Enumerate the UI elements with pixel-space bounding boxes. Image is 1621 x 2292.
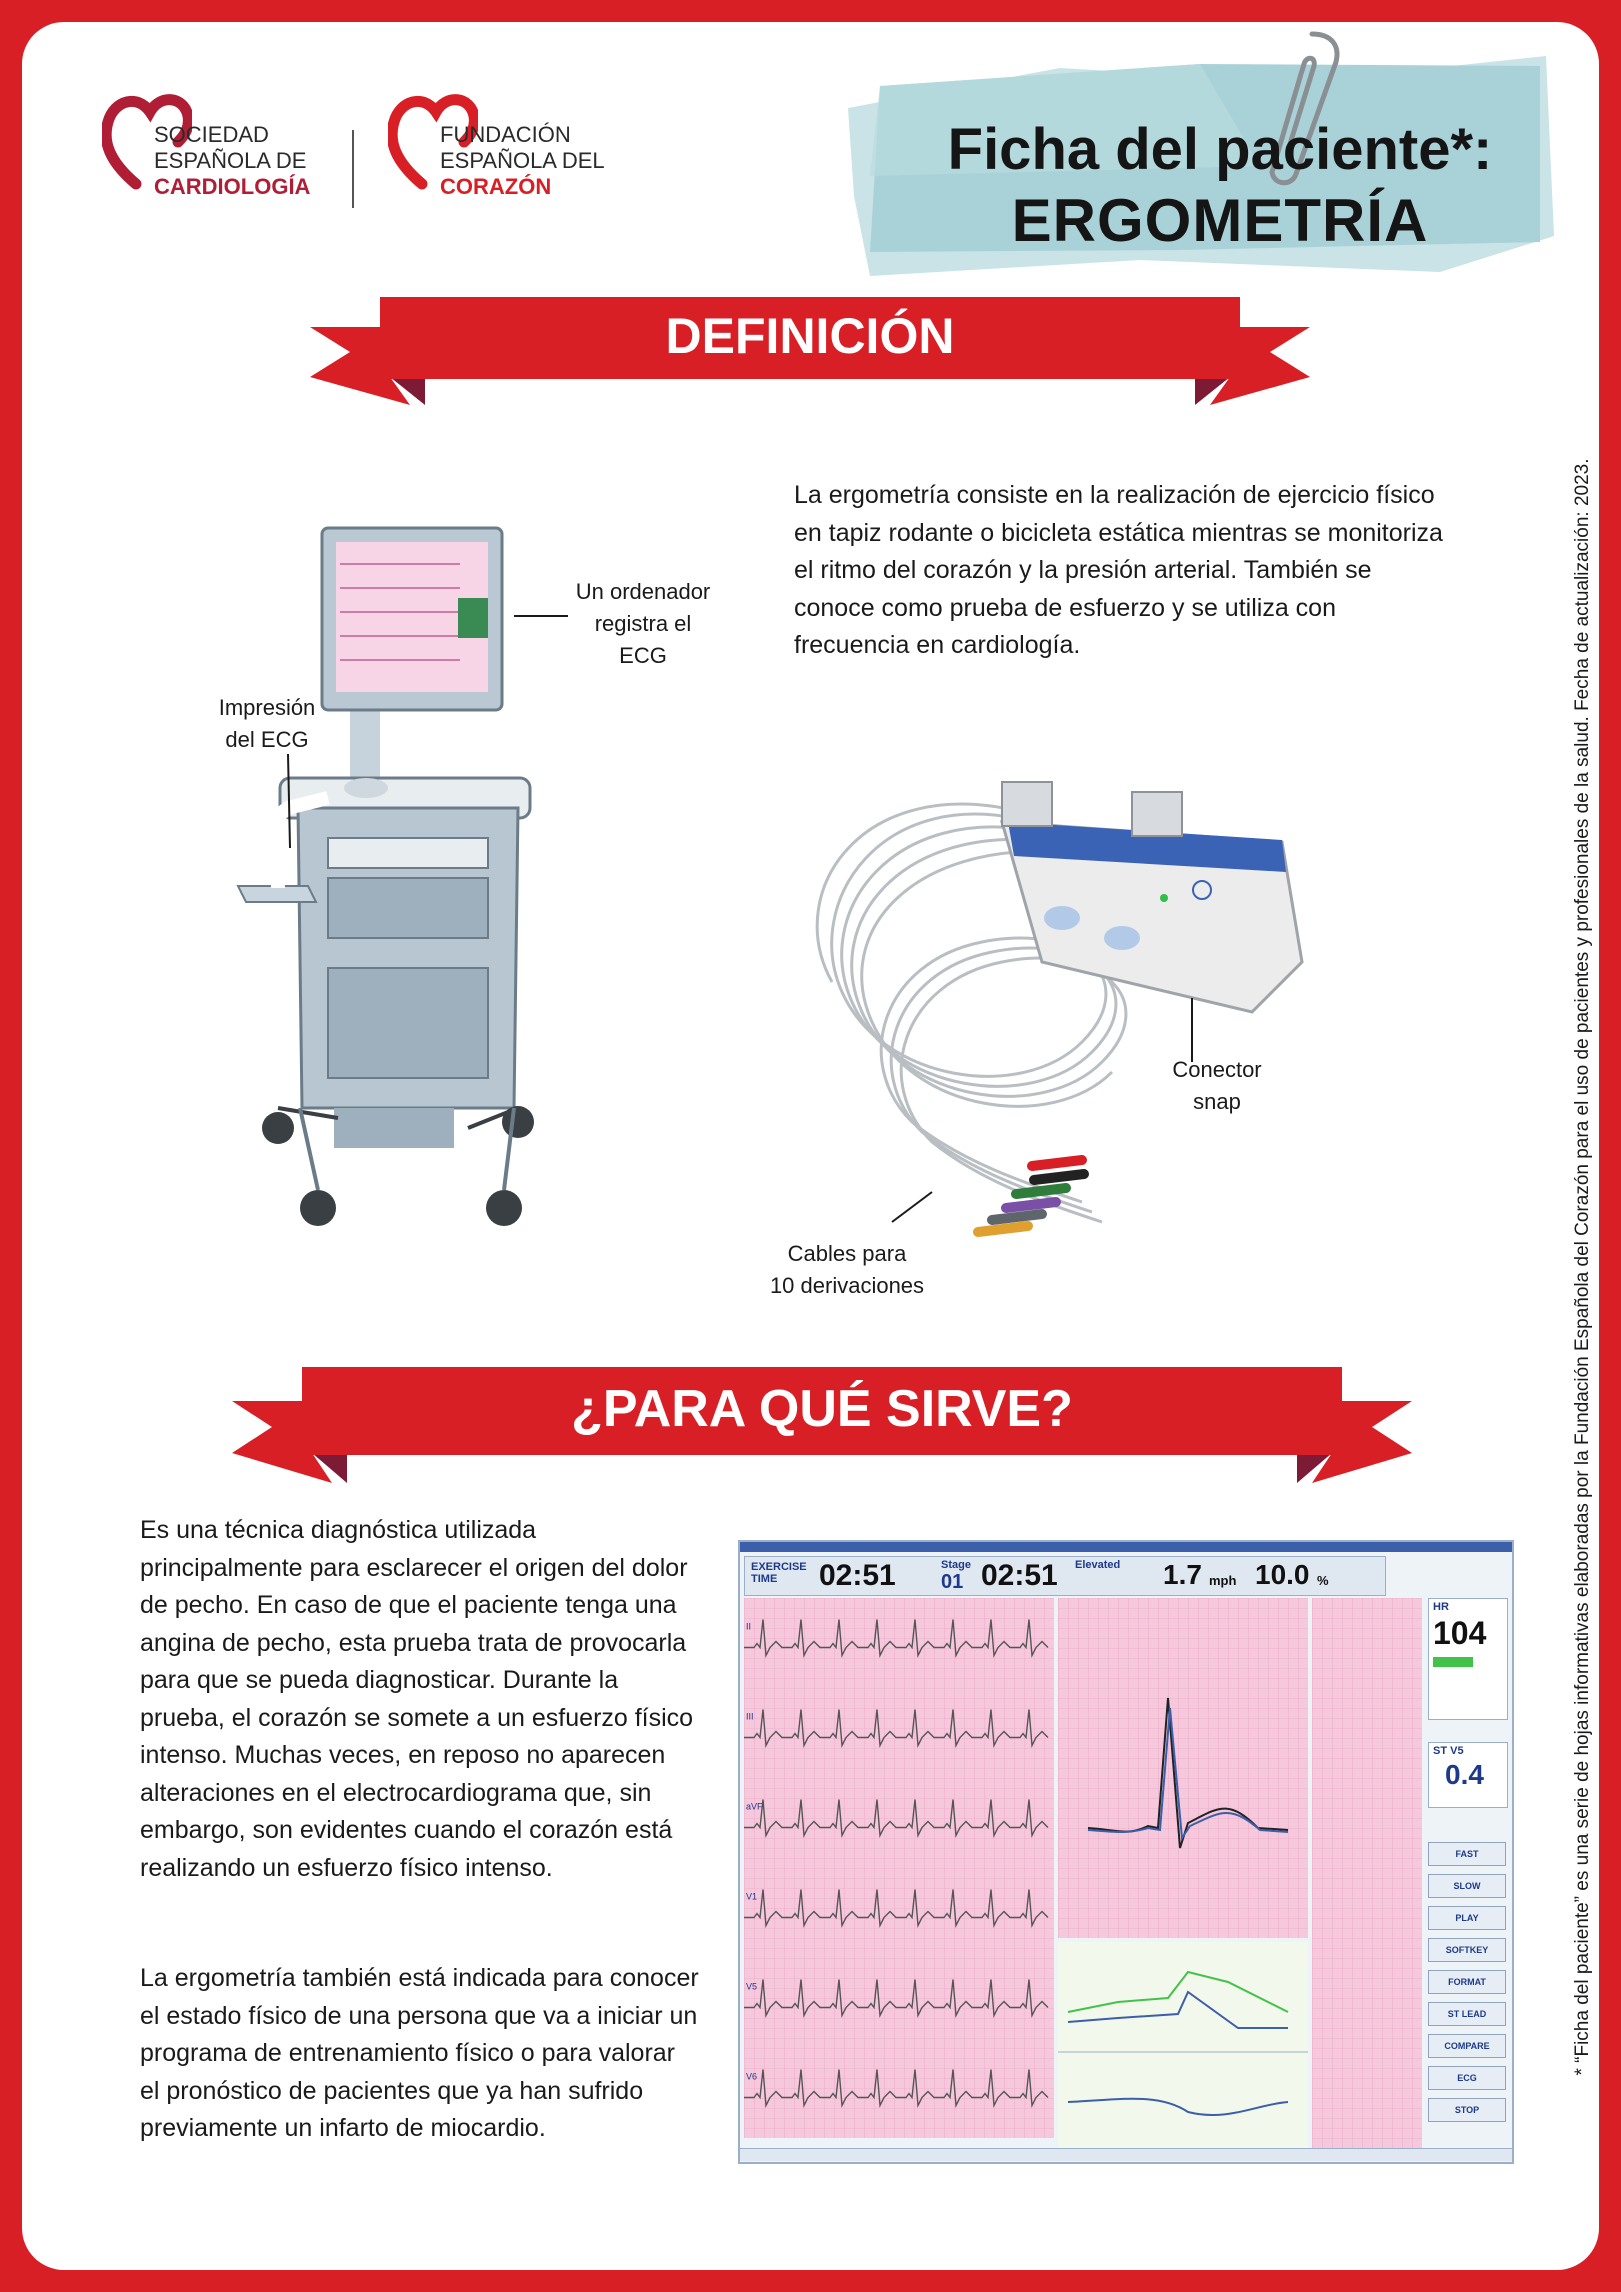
lead-label-iii: III <box>746 1711 754 1722</box>
para-que-sirve-title: ¿PARA QUÉ SIRVE? <box>571 1380 1073 1438</box>
definicion-title: DEFINICIÓN <box>665 308 955 364</box>
stage-label: Stage <box>941 1559 971 1571</box>
ecg-trace-v5 <box>744 1980 1048 2016</box>
fec-logo <box>388 84 648 224</box>
lead-label-ii: II <box>746 1621 752 1632</box>
fec-logo-line2: ESPAÑOLA DEL <box>440 148 605 173</box>
label-ordenador: Un ordenador registra el ECG <box>575 579 711 668</box>
lead-label-v6: V6 <box>746 2071 758 2082</box>
ecg-monitor-screenshot <box>738 1540 1514 2164</box>
ecg-button-ecg[interactable]: ECG <box>1428 2066 1506 2090</box>
ecg-button-st-lead[interactable]: ST LEAD <box>1428 2002 1506 2026</box>
sec-logo <box>102 84 362 224</box>
ecg-trace-avf <box>744 1800 1048 1836</box>
ecg-complex-view <box>1058 1598 1308 1938</box>
ecg-trace-v6 <box>744 2070 1048 2106</box>
treadmill-speed: 1.7 <box>1163 1559 1202 1590</box>
ecg-trace-ii <box>744 1620 1048 1656</box>
sec-logo-line2: ESPAÑOLA DE <box>154 148 307 173</box>
st-value: 0.4 <box>1445 1759 1484 1790</box>
hr-bar <box>1433 1657 1473 1667</box>
hr-panel <box>1428 1598 1508 1720</box>
title-card <box>840 46 1562 282</box>
ecg-title-bar <box>740 1542 1512 1552</box>
lead-label-v5: V5 <box>746 1981 758 1992</box>
heart-rate: 104 <box>1433 1615 1487 1651</box>
side-note: * “Ficha del paciente” es una serie de hojas informativas elaboradas por la Fundación Española del Corazón para el uso de pacientes y profesionales de la salud. Fecha de actualización: 2023. <box>1572 458 1593 2076</box>
fec-logo-line3: CORAZÓN <box>440 174 552 199</box>
definicion-text: La ergometría consiste en la realización de ejercicio físico en tapiz rodante o bicicleta estática mientras se monitoriza el ritmo del corazón y la presión arterial. También se conoce como prueba de esfuerzo y se utiliza con frecuencia en cardiología. <box>794 481 1443 659</box>
ecg-trend-view <box>1058 1942 1308 2152</box>
ecg-lead-grid <box>1312 1598 1422 2158</box>
treadmill-grade: 10.0 <box>1255 1559 1310 1590</box>
lead-label-avf: aVF <box>746 1801 763 1812</box>
fec-logo-line1: FUNDACIÓN <box>440 122 571 147</box>
hr-label: HR <box>1433 1601 1449 1613</box>
title-line-1: Ficha del paciente*: <box>947 117 1493 182</box>
ecg-button-play[interactable]: PLAY <box>1428 1906 1506 1930</box>
ecg-button-fast[interactable]: FAST <box>1428 1842 1506 1866</box>
label-conector: Conector snap <box>1172 1057 1262 1114</box>
para-que-sirve-text-2: La ergometría también está indicada para conocer el estado físico de una persona que va a iniciar un programa de entrenamiento físico o para valorar el pronóstico de pacientes que ya han sufrido previamente un infarto de miocardio. <box>140 1964 699 2142</box>
speed-unit: mph <box>1209 1573 1237 1588</box>
lead-label-v1: V1 <box>746 1891 758 1902</box>
ecg-waveforms <box>744 1598 1054 2138</box>
label-cables: Cables para 10 derivaciones <box>769 1241 925 1298</box>
para-que-sirve-banner <box>232 1367 1412 1487</box>
sec-logo-line3: CARDIOLOGÍA <box>154 174 311 199</box>
ecg-trace-v1 <box>744 1890 1048 1926</box>
sec-logo-line1: SOCIEDAD <box>154 122 269 147</box>
info-sheet <box>22 22 1599 2270</box>
exercise-time-label: EXERCISE TIME <box>751 1561 807 1585</box>
ecg-trace-iii <box>744 1710 1048 1746</box>
st-label: ST V5 <box>1433 1745 1464 1757</box>
stage-time: 02:51 <box>981 1559 1058 1592</box>
ergometry-cart-illustration <box>218 508 598 1308</box>
para-que-sirve-text-1: Es una técnica diagnóstica utilizada principalmente para esclarecer el origen del dolor de pecho. En caso de que el paciente tenga una angina de pecho, esta prueba trata de provocarla para que se pueda diagnosticar. Durante la prueba, el corazón se somete a un esfuerzo físico intenso. Muchas veces, en reposo no aparecen alteraciones en el electrocardiograma que, sin embargo, son evidentes cuando el corazón está realizando un esfuerzo físico intenso. <box>140 1516 694 1882</box>
ecg-button-format[interactable]: FORMAT <box>1428 1970 1506 1994</box>
stage-number: 01 <box>941 1571 964 1593</box>
logo-divider <box>352 130 354 208</box>
ecg-button-compare[interactable]: COMPARE <box>1428 2034 1506 2058</box>
title-line-2: ERGOMETRÍA <box>1011 187 1429 254</box>
ecg-button-slow[interactable]: SLOW <box>1428 1874 1506 1898</box>
ecg-cables-illustration <box>782 762 1322 1262</box>
grade-unit: % <box>1317 1573 1329 1588</box>
definicion-banner <box>310 297 1310 407</box>
ecg-buttons <box>1428 1842 1506 2142</box>
ecg-top-panel <box>744 1556 1386 1596</box>
elevation-label: Elevated <box>1075 1559 1121 1571</box>
ecg-button-stop[interactable]: STOP <box>1428 2098 1506 2122</box>
label-impresion: Impresión del ECG <box>218 695 316 752</box>
ecg-status-bar <box>740 2148 1512 2161</box>
st-panel <box>1428 1742 1508 1808</box>
ecg-button-softkey[interactable]: SOFTKEY <box>1428 1938 1506 1962</box>
exercise-time: 02:51 <box>819 1559 896 1592</box>
